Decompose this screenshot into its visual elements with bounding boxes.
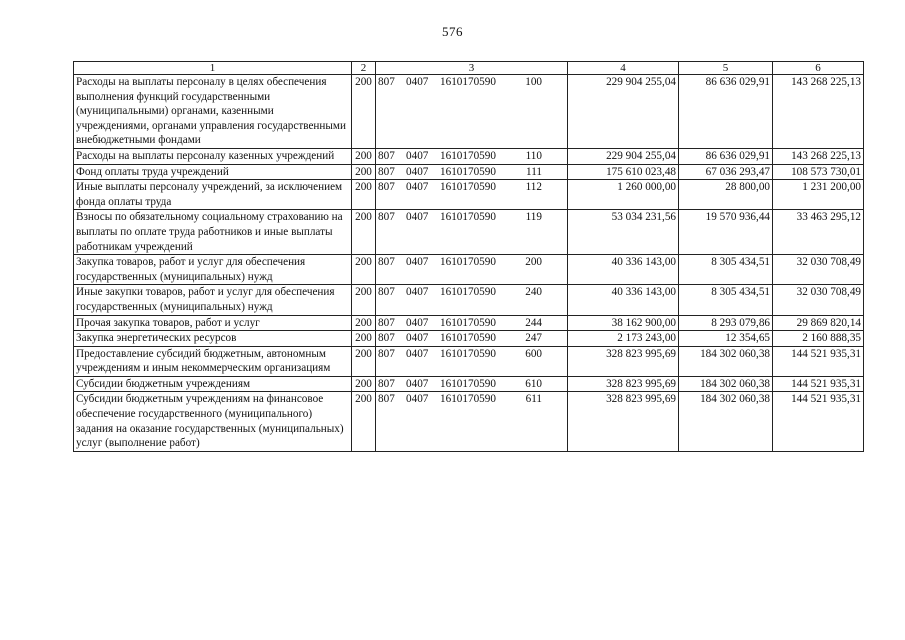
- row-description: Иные закупки товаров, работ и услуг для обеспечения государственных (муниципальных) нужд: [74, 285, 352, 315]
- row-description: Закупка энергетических ресурсов: [74, 331, 352, 347]
- table-row: [74, 75, 864, 149]
- target-article-code: 1610170590: [440, 347, 496, 360]
- row-value-6: 32 030 708,49: [773, 255, 864, 285]
- table-row: [74, 255, 864, 285]
- agency-code: 807: [378, 165, 395, 178]
- row-code-3: [376, 285, 568, 315]
- row-value-6: 143 268 225,13: [773, 148, 864, 164]
- expense-type-code: 110: [525, 149, 542, 162]
- target-article-code: 1610170590: [440, 149, 496, 162]
- expense-type-code: 200: [525, 256, 542, 269]
- row-value-5: 86 636 029,91: [679, 75, 773, 149]
- section-code: 0407: [406, 76, 429, 88]
- row-code-2: 200: [352, 75, 376, 149]
- row-code-2: 200: [352, 210, 376, 255]
- table-row: [74, 148, 864, 164]
- row-code-3: [376, 180, 568, 210]
- row-value-6: 2 160 888,35: [773, 331, 864, 347]
- row-value-4: 1 260 000,00: [568, 180, 679, 210]
- row-value-4: 229 904 255,04: [568, 75, 679, 149]
- row-value-4: 328 823 995,69: [568, 392, 679, 451]
- section-code: 0407: [406, 347, 429, 360]
- table-row: [74, 331, 864, 347]
- agency-code: 807: [378, 76, 395, 88]
- row-code-2: 200: [352, 315, 376, 331]
- row-description: Субсидии бюджетным учреждениям на финансовое обеспечение государственного (муниципального) задания на оказание государственных (муниципальных) услуг (выполнение работ): [74, 392, 352, 451]
- row-value-5: 12 354,65: [679, 331, 773, 347]
- table-row: [74, 376, 864, 392]
- row-description: Субсидии бюджетным учреждениям: [74, 376, 352, 392]
- section-code: 0407: [406, 332, 429, 345]
- row-code-2: 200: [352, 285, 376, 315]
- row-description: Иные выплаты персоналу учреждений, за исключением фонда оплаты труда: [74, 180, 352, 210]
- row-code-3: [376, 255, 568, 285]
- row-value-4: 328 823 995,69: [568, 376, 679, 392]
- row-value-5: 28 800,00: [679, 180, 773, 210]
- target-article-code: 1610170590: [440, 377, 496, 390]
- table-row: [74, 392, 864, 451]
- row-code-2: 200: [352, 392, 376, 451]
- table-row: [74, 180, 864, 210]
- agency-code: 807: [378, 256, 395, 269]
- row-value-5: 8 293 079,86: [679, 315, 773, 331]
- row-code-3: [376, 164, 568, 180]
- target-article-code: 1610170590: [440, 286, 496, 299]
- row-description: Расходы на выплаты персоналу в целях обеспечения выполнения функций государственными (муниципальными) органами, казенными учреждениями, органами управления государственными внебюджетными фондами: [74, 75, 352, 149]
- row-value-6: 144 521 935,31: [773, 346, 864, 376]
- row-code-2: 200: [352, 331, 376, 347]
- row-value-4: 38 162 900,00: [568, 315, 679, 331]
- row-code-3: [376, 148, 568, 164]
- section-code: 0407: [406, 393, 429, 406]
- row-description: Закупка товаров, работ и услуг для обеспечения государственных (муниципальных) нужд: [74, 255, 352, 285]
- row-code-2: 200: [352, 164, 376, 180]
- target-article-code: 1610170590: [440, 76, 496, 88]
- target-article-code: 1610170590: [440, 316, 496, 329]
- agency-code: 807: [378, 316, 395, 329]
- row-value-5: 184 302 060,38: [679, 376, 773, 392]
- column-header-3: 3: [376, 62, 568, 75]
- column-header-4: 4: [568, 62, 679, 75]
- agency-code: 807: [378, 181, 395, 194]
- row-value-5: 8 305 434,51: [679, 255, 773, 285]
- row-code-3: [376, 315, 568, 331]
- row-value-4: 53 034 231,56: [568, 210, 679, 255]
- table-row: [74, 346, 864, 376]
- agency-code: 807: [378, 149, 395, 162]
- row-code-2: 200: [352, 346, 376, 376]
- expense-type-code: 119: [525, 211, 542, 224]
- expense-type-code: 111: [526, 165, 542, 178]
- target-article-code: 1610170590: [440, 211, 496, 224]
- page-number: 576: [442, 24, 463, 39]
- section-code: 0407: [406, 377, 429, 390]
- expense-type-code: 611: [525, 393, 542, 406]
- table-row: [74, 315, 864, 331]
- row-value-5: 184 302 060,38: [679, 346, 773, 376]
- row-value-4: 328 823 995,69: [568, 346, 679, 376]
- section-code: 0407: [406, 181, 429, 194]
- row-code-2: 200: [352, 255, 376, 285]
- column-header-6: 6: [773, 62, 864, 75]
- row-description: Прочая закупка товаров, работ и услуг: [74, 315, 352, 331]
- row-code-2: 200: [352, 148, 376, 164]
- row-description: Расходы на выплаты персоналу казенных учреждений: [74, 148, 352, 164]
- expense-type-code: 240: [525, 286, 542, 299]
- column-header-1: 1: [74, 62, 352, 75]
- expense-type-code: 244: [525, 316, 542, 329]
- row-code-2: 200: [352, 180, 376, 210]
- row-value-6: 108 573 730,01: [773, 164, 864, 180]
- expense-type-code: 247: [525, 332, 542, 345]
- row-value-4: 40 336 143,00: [568, 285, 679, 315]
- budget-table: [73, 61, 864, 452]
- table-row: [74, 285, 864, 315]
- expense-type-code: 100: [525, 76, 542, 88]
- table-row: [74, 164, 864, 180]
- row-value-6: 144 521 935,31: [773, 376, 864, 392]
- agency-code: 807: [378, 211, 395, 224]
- expense-type-code: 112: [525, 181, 542, 194]
- target-article-code: 1610170590: [440, 332, 496, 345]
- target-article-code: 1610170590: [440, 256, 496, 269]
- row-value-5: 67 036 293,47: [679, 164, 773, 180]
- row-description: Фонд оплаты труда учреждений: [74, 164, 352, 180]
- row-value-4: 2 173 243,00: [568, 331, 679, 347]
- header-row: [74, 62, 864, 75]
- target-article-code: 1610170590: [440, 181, 496, 194]
- row-description: Взносы по обязательному социальному страхованию на выплаты по оплате труда работников и иные выплаты работникам учреждений: [74, 210, 352, 255]
- row-description: Предоставление субсидий бюджетным, автономным учреждениям и иным некоммерческим организациям: [74, 346, 352, 376]
- row-code-3: [376, 376, 568, 392]
- column-header-5: 5: [679, 62, 773, 75]
- expense-type-code: 610: [525, 377, 542, 390]
- agency-code: 807: [378, 286, 395, 299]
- row-code-2: 200: [352, 376, 376, 392]
- row-value-6: 32 030 708,49: [773, 285, 864, 315]
- agency-code: 807: [378, 347, 395, 360]
- agency-code: 807: [378, 377, 395, 390]
- row-code-3: [376, 75, 568, 149]
- row-value-5: 8 305 434,51: [679, 285, 773, 315]
- row-value-5: 184 302 060,38: [679, 392, 773, 451]
- row-value-5: 19 570 936,44: [679, 210, 773, 255]
- row-value-5: 86 636 029,91: [679, 148, 773, 164]
- row-value-4: 229 904 255,04: [568, 148, 679, 164]
- section-code: 0407: [406, 149, 429, 162]
- row-code-3: [376, 331, 568, 347]
- row-code-3: [376, 346, 568, 376]
- row-value-6: 143 268 225,13: [773, 75, 864, 149]
- target-article-code: 1610170590: [440, 165, 496, 178]
- row-code-3: [376, 392, 568, 451]
- row-value-6: 33 463 295,12: [773, 210, 864, 255]
- section-code: 0407: [406, 316, 429, 329]
- row-value-6: 144 521 935,31: [773, 392, 864, 451]
- column-header-2: 2: [352, 62, 376, 75]
- row-value-4: 40 336 143,00: [568, 255, 679, 285]
- section-code: 0407: [406, 256, 429, 269]
- row-value-6: 1 231 200,00: [773, 180, 864, 210]
- row-value-6: 29 869 820,14: [773, 315, 864, 331]
- target-article-code: 1610170590: [440, 393, 496, 406]
- agency-code: 807: [378, 393, 395, 406]
- section-code: 0407: [406, 165, 429, 178]
- section-code: 0407: [406, 286, 429, 299]
- agency-code: 807: [378, 332, 395, 345]
- section-code: 0407: [406, 211, 429, 224]
- row-value-4: 175 610 023,48: [568, 164, 679, 180]
- table-row: [74, 210, 864, 255]
- row-code-3: [376, 210, 568, 255]
- expense-type-code: 600: [525, 347, 542, 360]
